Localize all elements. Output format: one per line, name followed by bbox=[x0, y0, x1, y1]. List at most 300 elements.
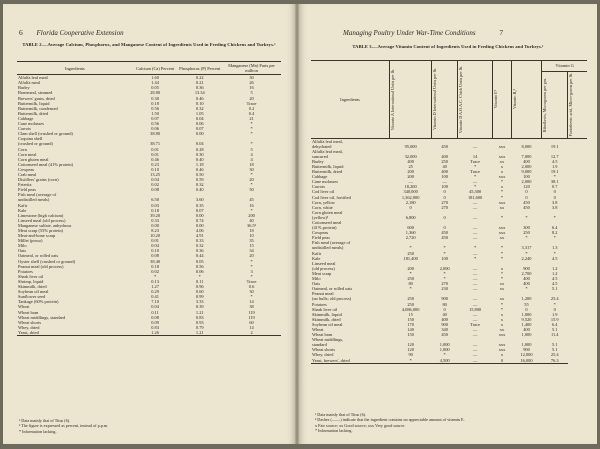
value-cell: 0.06 bbox=[195, 121, 204, 127]
value-cell: * bbox=[474, 163, 477, 169]
value-cell: * bbox=[153, 273, 157, 279]
footnote: ¹ Data mainly that of Titus (6). bbox=[315, 412, 367, 417]
ingredient-cell: Corn, white bbox=[312, 204, 333, 210]
value-cell: 0.07 bbox=[195, 207, 204, 213]
value-cell: 25.4 bbox=[550, 352, 559, 358]
value-cell: Trace bbox=[470, 321, 481, 327]
value-cell: 0.04 bbox=[151, 243, 159, 249]
col-header-vitamin-e-label: Vitamin E² bbox=[493, 90, 499, 109]
ingredient-cell: Wheat bran bbox=[312, 332, 333, 338]
ingredient-cell: Potatoes bbox=[18, 268, 33, 274]
value-cell: 0.06 bbox=[151, 126, 159, 132]
value-cell: * bbox=[250, 126, 253, 132]
value-cell: x bbox=[500, 163, 504, 169]
value-cell: xx bbox=[499, 286, 505, 292]
value-cell: 0.08 bbox=[151, 187, 159, 193]
value-cell: — bbox=[472, 204, 478, 210]
value-cell: x bbox=[500, 169, 504, 175]
value-cell: * bbox=[250, 131, 253, 137]
value-cell: 400 bbox=[441, 153, 448, 159]
ingredient-cell: Bonemeal, steamed bbox=[18, 90, 53, 96]
col-header-calcium: Calcium (Ca) Percent bbox=[133, 62, 178, 75]
col-header-vitamin-d-iu bbox=[432, 61, 458, 139]
value-cell: 13.25 bbox=[150, 171, 161, 177]
value-cell: 1,000 bbox=[439, 347, 450, 353]
value-cell: 55 bbox=[524, 301, 529, 307]
ingredient-cell: Buttermilk, dried bbox=[312, 169, 343, 175]
ingredient-cell: Alfalfa leaf meal, bbox=[312, 148, 343, 154]
ingredient-cell: Fish meal (average of bbox=[18, 192, 57, 198]
value-cell: 9,000 bbox=[521, 169, 532, 175]
value-cell: 35 bbox=[249, 238, 254, 244]
ingredient-cell: Barley bbox=[312, 158, 324, 164]
value-cell: 40 bbox=[442, 311, 447, 317]
ingredient-cell: Alfalfa meal bbox=[18, 80, 41, 86]
value-cell: * bbox=[500, 179, 504, 185]
value-cell: * bbox=[525, 286, 528, 292]
value-cell: * bbox=[250, 258, 253, 264]
value-cell: 0.06 bbox=[195, 268, 204, 274]
value-cell: 1.9 bbox=[552, 163, 558, 169]
ingredient-cell: Linseed meal (old process) bbox=[18, 217, 66, 223]
ingredient-cell: Oats bbox=[18, 248, 27, 254]
value-cell: xxx bbox=[498, 230, 506, 236]
value-cell: * bbox=[409, 286, 412, 292]
value-cell: 900 bbox=[523, 265, 530, 271]
value-cell: * bbox=[250, 207, 253, 213]
value-cell: 0.36 bbox=[195, 85, 204, 91]
value-cell: 38.1 bbox=[550, 179, 559, 185]
value-cell: 0.56 bbox=[151, 121, 159, 127]
value-cell: 0.05 bbox=[195, 258, 204, 264]
col-header-manganese: Manganese (Mn) Parts per million bbox=[222, 62, 281, 75]
ingredient-cell: Fish meal (average of bbox=[312, 240, 351, 246]
ingredient-cell: Carrots bbox=[312, 184, 325, 190]
col-header-pantothenic-label: Pantothenic acid, Micro-grams per lb. bbox=[568, 73, 574, 137]
value-cell: * bbox=[500, 194, 504, 200]
col-group-vitamin-g: Vitamin G bbox=[542, 61, 587, 72]
value-cell: 21 bbox=[249, 115, 254, 121]
value-cell: 80 bbox=[408, 281, 413, 287]
value-cell: * bbox=[443, 352, 446, 358]
col-header-phosphorus: Phosphorus (P) Percent bbox=[177, 62, 222, 75]
value-cell: 400 bbox=[441, 169, 448, 175]
value-cell: 0.18 bbox=[151, 100, 159, 106]
value-cell: 90 bbox=[408, 352, 413, 358]
value-cell: 0.00 bbox=[195, 212, 204, 218]
col-header-ingredients-3: Ingredients bbox=[311, 61, 390, 139]
value-cell: 95,000 bbox=[404, 143, 417, 149]
right-page-number: 7 bbox=[499, 28, 504, 37]
value-cell: — bbox=[458, 358, 493, 364]
value-cell: 19.1 bbox=[550, 169, 559, 175]
value-cell: * bbox=[500, 255, 504, 261]
value-cell: 0.08 bbox=[151, 314, 159, 320]
footnote: * Information lacking. bbox=[315, 428, 353, 434]
ingredient-cell: Milo bbox=[18, 243, 27, 249]
ingredient-cell: (41% protein) bbox=[312, 225, 337, 231]
footnote: x Fair source; xx Good source; xxx Very good source. bbox=[315, 422, 406, 428]
value-cell: 2,000 bbox=[521, 163, 532, 169]
ingredient-cell: Corn gluten meal bbox=[312, 209, 343, 215]
col-header-vitamin-e bbox=[493, 61, 512, 139]
value-cell: * bbox=[553, 174, 556, 180]
value-cell: 4.5 bbox=[552, 276, 558, 282]
value-cell: * bbox=[443, 276, 446, 282]
ingredient-cell: Peanut meal (old process) bbox=[18, 263, 64, 269]
value-cell: 0 bbox=[553, 189, 556, 195]
value-cell: 15 bbox=[408, 311, 413, 317]
ingredient-cell: Alfalfa leaf meal bbox=[18, 75, 48, 81]
value-cell: 39.20 bbox=[150, 212, 161, 218]
value-cell: 0.50 bbox=[195, 171, 204, 177]
value-cell: 16 bbox=[249, 202, 254, 208]
ingredient-cell: Potatoes bbox=[312, 301, 327, 307]
value-cell: * bbox=[474, 255, 477, 261]
ingredient-cell: Kafir bbox=[18, 202, 28, 208]
ingredient-cell: Corn bbox=[18, 146, 27, 152]
ingredient-cell: Buttermilk, liquid bbox=[312, 163, 344, 169]
value-cell: 0.10 bbox=[151, 166, 159, 172]
value-cell: xxx bbox=[498, 143, 506, 149]
value-cell: 12.7 bbox=[550, 153, 559, 159]
value-cell: 5.1 bbox=[552, 347, 558, 353]
value-cell: 0.74 bbox=[195, 217, 204, 223]
value-cell: 0 bbox=[525, 306, 528, 312]
value-cell: 40 bbox=[249, 217, 254, 223]
footnote: ² Dashes (——) indicate that the ingredient contains no appreciable amount of vitamin E. bbox=[315, 417, 465, 423]
value-cell: 0.07 bbox=[151, 115, 159, 121]
col-header-pantothenic bbox=[568, 72, 587, 139]
value-cell: * bbox=[409, 245, 412, 251]
value-cell: 0.30 bbox=[195, 151, 204, 157]
value-cell: 6,800 bbox=[405, 214, 416, 220]
value-cell: 10.20 bbox=[150, 233, 161, 239]
value-cell: x bbox=[500, 321, 504, 327]
value-cell: 2 bbox=[222, 330, 281, 336]
table-2-title: TABLE 2.—Average Calcium, Phosphorus, and Manganese Content of Ingredients Used in Feeding Chickens and Turkeys.¹ bbox=[22, 42, 276, 47]
value-cell: 270 bbox=[441, 281, 448, 287]
value-cell: 10 bbox=[249, 233, 254, 239]
ingredient-cell: Buttermilk, liquid bbox=[18, 100, 50, 106]
value-cell: 100 bbox=[441, 255, 448, 261]
value-cell: 0.46 bbox=[195, 166, 204, 172]
table-2-footnotes bbox=[19, 418, 108, 434]
value-cell: — bbox=[472, 332, 478, 338]
value-cell: 19.1 bbox=[550, 143, 559, 149]
value-cell: 0 bbox=[493, 358, 512, 364]
value-cell: 0.22 bbox=[195, 75, 204, 81]
ingredient-cell: Cottonseed meal (41% protein) bbox=[18, 161, 73, 167]
value-cell: — bbox=[472, 281, 478, 287]
ingredient-cell: Skimmilk, dried bbox=[312, 316, 341, 322]
value-cell: 38.80 bbox=[150, 131, 161, 137]
value-cell: 1.18 bbox=[195, 161, 204, 167]
ingredient-cell: Meat scrap bbox=[312, 270, 332, 276]
value-cell: xx bbox=[499, 296, 505, 302]
value-cell: 0.10 bbox=[195, 100, 204, 106]
value-cell: xxx bbox=[498, 153, 506, 159]
value-cell: 40 bbox=[442, 163, 447, 169]
value-cell: xx bbox=[499, 235, 505, 241]
table-3-body bbox=[311, 138, 587, 363]
value-cell: 2,720 bbox=[405, 235, 416, 241]
col-header-ingredients: Ingredients bbox=[17, 62, 133, 75]
ingredient-cell: suncured bbox=[312, 153, 328, 159]
value-cell: 1,000 bbox=[521, 332, 532, 338]
value-cell: 14 bbox=[249, 299, 254, 305]
value-cell: — bbox=[472, 347, 478, 353]
value-cell: 1.2 bbox=[552, 270, 558, 276]
ingredient-cell: Crab meal bbox=[18, 171, 37, 177]
col-header-vitamin-d-iu-label: Vitamin D International Units per lb. bbox=[432, 68, 438, 131]
value-cell: * bbox=[409, 270, 412, 276]
value-cell: 16,000 bbox=[511, 358, 541, 364]
value-cell: 900 bbox=[523, 347, 530, 353]
value-cell: 0.00 bbox=[195, 131, 204, 137]
ingredient-cell: Coquina shell bbox=[18, 136, 43, 142]
value-cell: xxx bbox=[498, 225, 506, 231]
value-cell: 150 bbox=[407, 332, 414, 338]
value-cell: 0 bbox=[443, 306, 446, 312]
value-cell: 26 bbox=[249, 80, 254, 86]
value-cell: — bbox=[472, 286, 478, 292]
value-cell: 4.5 bbox=[552, 281, 558, 287]
value-cell: * bbox=[500, 250, 504, 256]
table-3 bbox=[311, 60, 587, 364]
value-cell: 0.2 bbox=[248, 105, 255, 111]
ingredient-cell: Cane molasses bbox=[312, 179, 338, 185]
value-cell: — bbox=[408, 179, 413, 185]
left-running-head bbox=[19, 28, 124, 37]
ingredient-cell: Kafir bbox=[312, 250, 322, 256]
value-cell: 0.01 bbox=[151, 146, 159, 152]
value-cell: 120 bbox=[407, 342, 414, 348]
value-cell: Trace bbox=[470, 169, 481, 175]
col-header-vitamin-d-chick bbox=[458, 61, 493, 139]
value-cell: xx bbox=[499, 281, 505, 287]
value-cell: xxx bbox=[498, 332, 506, 338]
value-cell: 7.10 bbox=[151, 299, 159, 305]
ingredient-cell: Corn, yellow bbox=[312, 199, 335, 205]
value-cell: 3,317 bbox=[521, 245, 532, 251]
value-cell: * bbox=[500, 270, 504, 276]
value-cell: 11.4 bbox=[550, 332, 559, 338]
ingredient-cell: Alfalfa leaf meal, bbox=[312, 138, 343, 144]
value-cell: 0.04 bbox=[151, 177, 159, 183]
value-cell: 100 bbox=[441, 174, 448, 180]
table-2-body bbox=[17, 75, 281, 336]
ingredient-cell: Whey, dried bbox=[312, 352, 334, 358]
ingredient-cell: Field peas bbox=[18, 187, 36, 193]
value-cell: 0.04 bbox=[151, 304, 159, 310]
value-cell: 3.8 bbox=[552, 204, 558, 210]
value-cell: 0.04 bbox=[195, 115, 204, 121]
value-cell: 4.5 bbox=[552, 158, 558, 164]
value-cell: 0.28 bbox=[195, 146, 204, 152]
ingredient-cell: Cod liver oil, fortified bbox=[312, 194, 351, 200]
value-cell: 0.93 bbox=[195, 319, 204, 325]
ingredient-cell: Manganese sulfate, anhydrous bbox=[18, 222, 72, 228]
value-cell: 900 bbox=[441, 321, 448, 327]
ingredient-cell: Wheat bran bbox=[18, 309, 39, 315]
col-header-riboflavin bbox=[542, 72, 568, 139]
value-cell: 8.2 bbox=[552, 230, 558, 236]
ingredient-cell: Buttermilk, dried bbox=[18, 110, 49, 116]
ingredient-cell: Barley bbox=[18, 85, 30, 91]
value-cell: 0.83 bbox=[151, 324, 159, 330]
ingredient-cell: Feterita bbox=[18, 182, 32, 188]
value-cell: 76.3 bbox=[542, 358, 568, 364]
value-cell: 0.33 bbox=[195, 238, 204, 244]
value-cell: 1,000 bbox=[521, 311, 532, 317]
value-cell: 0.03 bbox=[151, 202, 159, 208]
value-cell: — bbox=[472, 214, 478, 220]
value-cell: 0 bbox=[443, 189, 446, 195]
ingredient-cell: (old process) bbox=[312, 265, 335, 271]
value-cell: 7,000 bbox=[521, 153, 532, 159]
value-cell: 0.02 bbox=[151, 182, 159, 188]
ingredient-cell: Milo bbox=[312, 276, 321, 282]
value-cell: xx bbox=[499, 326, 505, 332]
value-cell: 0.05 bbox=[151, 85, 159, 91]
value-cell: 270 bbox=[441, 204, 448, 210]
value-cell: 0.02 bbox=[151, 268, 159, 274]
col-header-riboflavin-label: Riboflavin, Micrograms per gm. bbox=[542, 77, 548, 132]
value-cell: 30 bbox=[249, 166, 254, 172]
value-cell: 200 bbox=[248, 212, 255, 218]
value-cell: 100 bbox=[523, 174, 530, 180]
value-cell: * bbox=[525, 214, 528, 220]
value-cell: * bbox=[553, 301, 556, 307]
footnote: ¹ Data mainly that of Titus (6). bbox=[19, 418, 71, 423]
value-cell: 0.18 bbox=[151, 263, 159, 269]
value-cell: 250 bbox=[407, 250, 414, 256]
ingredient-cell: Cane molasses bbox=[18, 121, 44, 127]
ingredient-cell: Wheat middlings, bbox=[312, 337, 344, 343]
value-cell: 400 bbox=[441, 316, 448, 322]
value-cell: 3.60 bbox=[195, 197, 204, 203]
ingredient-cell: Shark liver oil bbox=[312, 306, 338, 312]
value-cell: 450 bbox=[523, 199, 530, 205]
value-cell: 1.21 bbox=[177, 330, 222, 336]
value-cell: 200 bbox=[407, 265, 414, 271]
value-cell: 4,500 bbox=[432, 358, 458, 364]
value-cell: 1.27 bbox=[151, 284, 159, 290]
value-cell: 270 bbox=[441, 199, 448, 205]
value-cell: 25.4 bbox=[550, 296, 559, 302]
value-cell: 0.32 bbox=[195, 105, 204, 111]
table-row bbox=[17, 330, 281, 336]
value-cell: 1.2 bbox=[552, 265, 558, 271]
value-cell: 3.8 bbox=[552, 199, 558, 205]
value-cell: 0.79 bbox=[195, 324, 204, 330]
value-cell: — bbox=[472, 235, 478, 241]
value-cell: 60 bbox=[249, 319, 254, 325]
value-cell: 1.44 bbox=[151, 80, 159, 86]
table-2 bbox=[17, 61, 281, 336]
ingredient-cell: (crushed or ground) bbox=[18, 141, 53, 147]
value-cell: Trace bbox=[470, 158, 481, 164]
value-cell: 0.36 bbox=[195, 248, 204, 254]
value-cell: 400 bbox=[523, 326, 530, 332]
ingredient-cell: Corn gluten meal bbox=[18, 156, 49, 162]
value-cell: 0.33 bbox=[151, 217, 159, 223]
ingredient-cell: Skimmilk, liquid bbox=[312, 311, 342, 317]
value-cell: 0.35 bbox=[195, 202, 204, 208]
ingredient-cell: Meat-and-bone scrap bbox=[18, 233, 56, 239]
col-header-vitamin-d-chick-label: Vitamin D A.O.A.C. Chick Units per lb. bbox=[458, 65, 463, 133]
ingredient-cell: Wheat shorts bbox=[18, 319, 42, 325]
ingredient-cell: Carrots bbox=[18, 126, 31, 132]
value-cell: * bbox=[553, 250, 556, 256]
value-cell: 230 bbox=[441, 286, 448, 292]
value-cell: 20 bbox=[249, 177, 254, 183]
value-cell: 120 bbox=[523, 184, 530, 190]
value-cell: * bbox=[500, 301, 504, 307]
value-cell: 80 bbox=[442, 301, 447, 307]
ingredient-cell: Peanut meal bbox=[312, 291, 334, 297]
value-cell: — bbox=[472, 311, 478, 317]
value-cell: 0.99 bbox=[195, 294, 204, 300]
value-cell: 0.23 bbox=[151, 161, 159, 167]
value-cell: 4,086,000 bbox=[401, 306, 420, 312]
value-cell: 250 bbox=[407, 276, 414, 282]
value-cell: * bbox=[500, 306, 504, 312]
value-cell: 9,520 bbox=[521, 316, 532, 322]
value-cell: * bbox=[474, 245, 477, 251]
ingredient-cell: Soybean oil meal bbox=[312, 321, 343, 327]
ingredient-cell: Buttermilk, condensed bbox=[18, 105, 58, 111]
ingredient-cell: Sunflower seed bbox=[18, 294, 46, 300]
value-cell: 200 bbox=[407, 174, 414, 180]
value-cell: 18 bbox=[249, 161, 254, 167]
value-cell: 0.18 bbox=[151, 207, 159, 213]
value-cell: * bbox=[500, 245, 504, 251]
ingredient-cell: Wheat bbox=[312, 326, 324, 332]
value-cell: 0.44 bbox=[195, 253, 204, 259]
ingredient-cell: Cabbage bbox=[312, 174, 328, 180]
value-cell: * bbox=[443, 250, 446, 256]
value-cell: 0 bbox=[525, 189, 528, 195]
ingredient-cell: Skimmilk, dried bbox=[18, 284, 47, 290]
value-cell: * bbox=[474, 174, 477, 180]
value-cell: 1.3 bbox=[552, 245, 558, 251]
value-cell: x bbox=[500, 352, 504, 358]
ingredient-cell: Wheat shorts bbox=[312, 347, 336, 353]
col-header-vitamin-a bbox=[390, 61, 432, 139]
value-cell: 38.40 bbox=[150, 258, 161, 264]
ingredient-cell: Oatmeal, or rolled oats bbox=[18, 253, 59, 259]
value-cell: * bbox=[525, 250, 528, 256]
ingredient-cell: standard bbox=[312, 342, 327, 348]
value-cell: 0.04 bbox=[195, 141, 204, 147]
value-cell: 0.41 bbox=[151, 294, 159, 300]
value-cell: 0 bbox=[553, 306, 556, 312]
value-cell: 1,000 bbox=[439, 342, 450, 348]
ingredient-cell: Field peas bbox=[312, 235, 330, 241]
value-cell: 300 bbox=[523, 225, 530, 231]
value-cell: * bbox=[250, 141, 253, 147]
value-cell: 0 bbox=[443, 214, 446, 220]
right-page bbox=[299, 4, 597, 444]
value-cell: 0.39 bbox=[195, 304, 204, 310]
value-cell: 1.50 bbox=[151, 110, 159, 116]
value-cell: 3 bbox=[250, 268, 253, 274]
ingredient-cell: Wheat middlings, standard bbox=[18, 314, 66, 320]
value-cell: * bbox=[250, 171, 253, 177]
value-cell: 0.46 bbox=[195, 95, 204, 101]
